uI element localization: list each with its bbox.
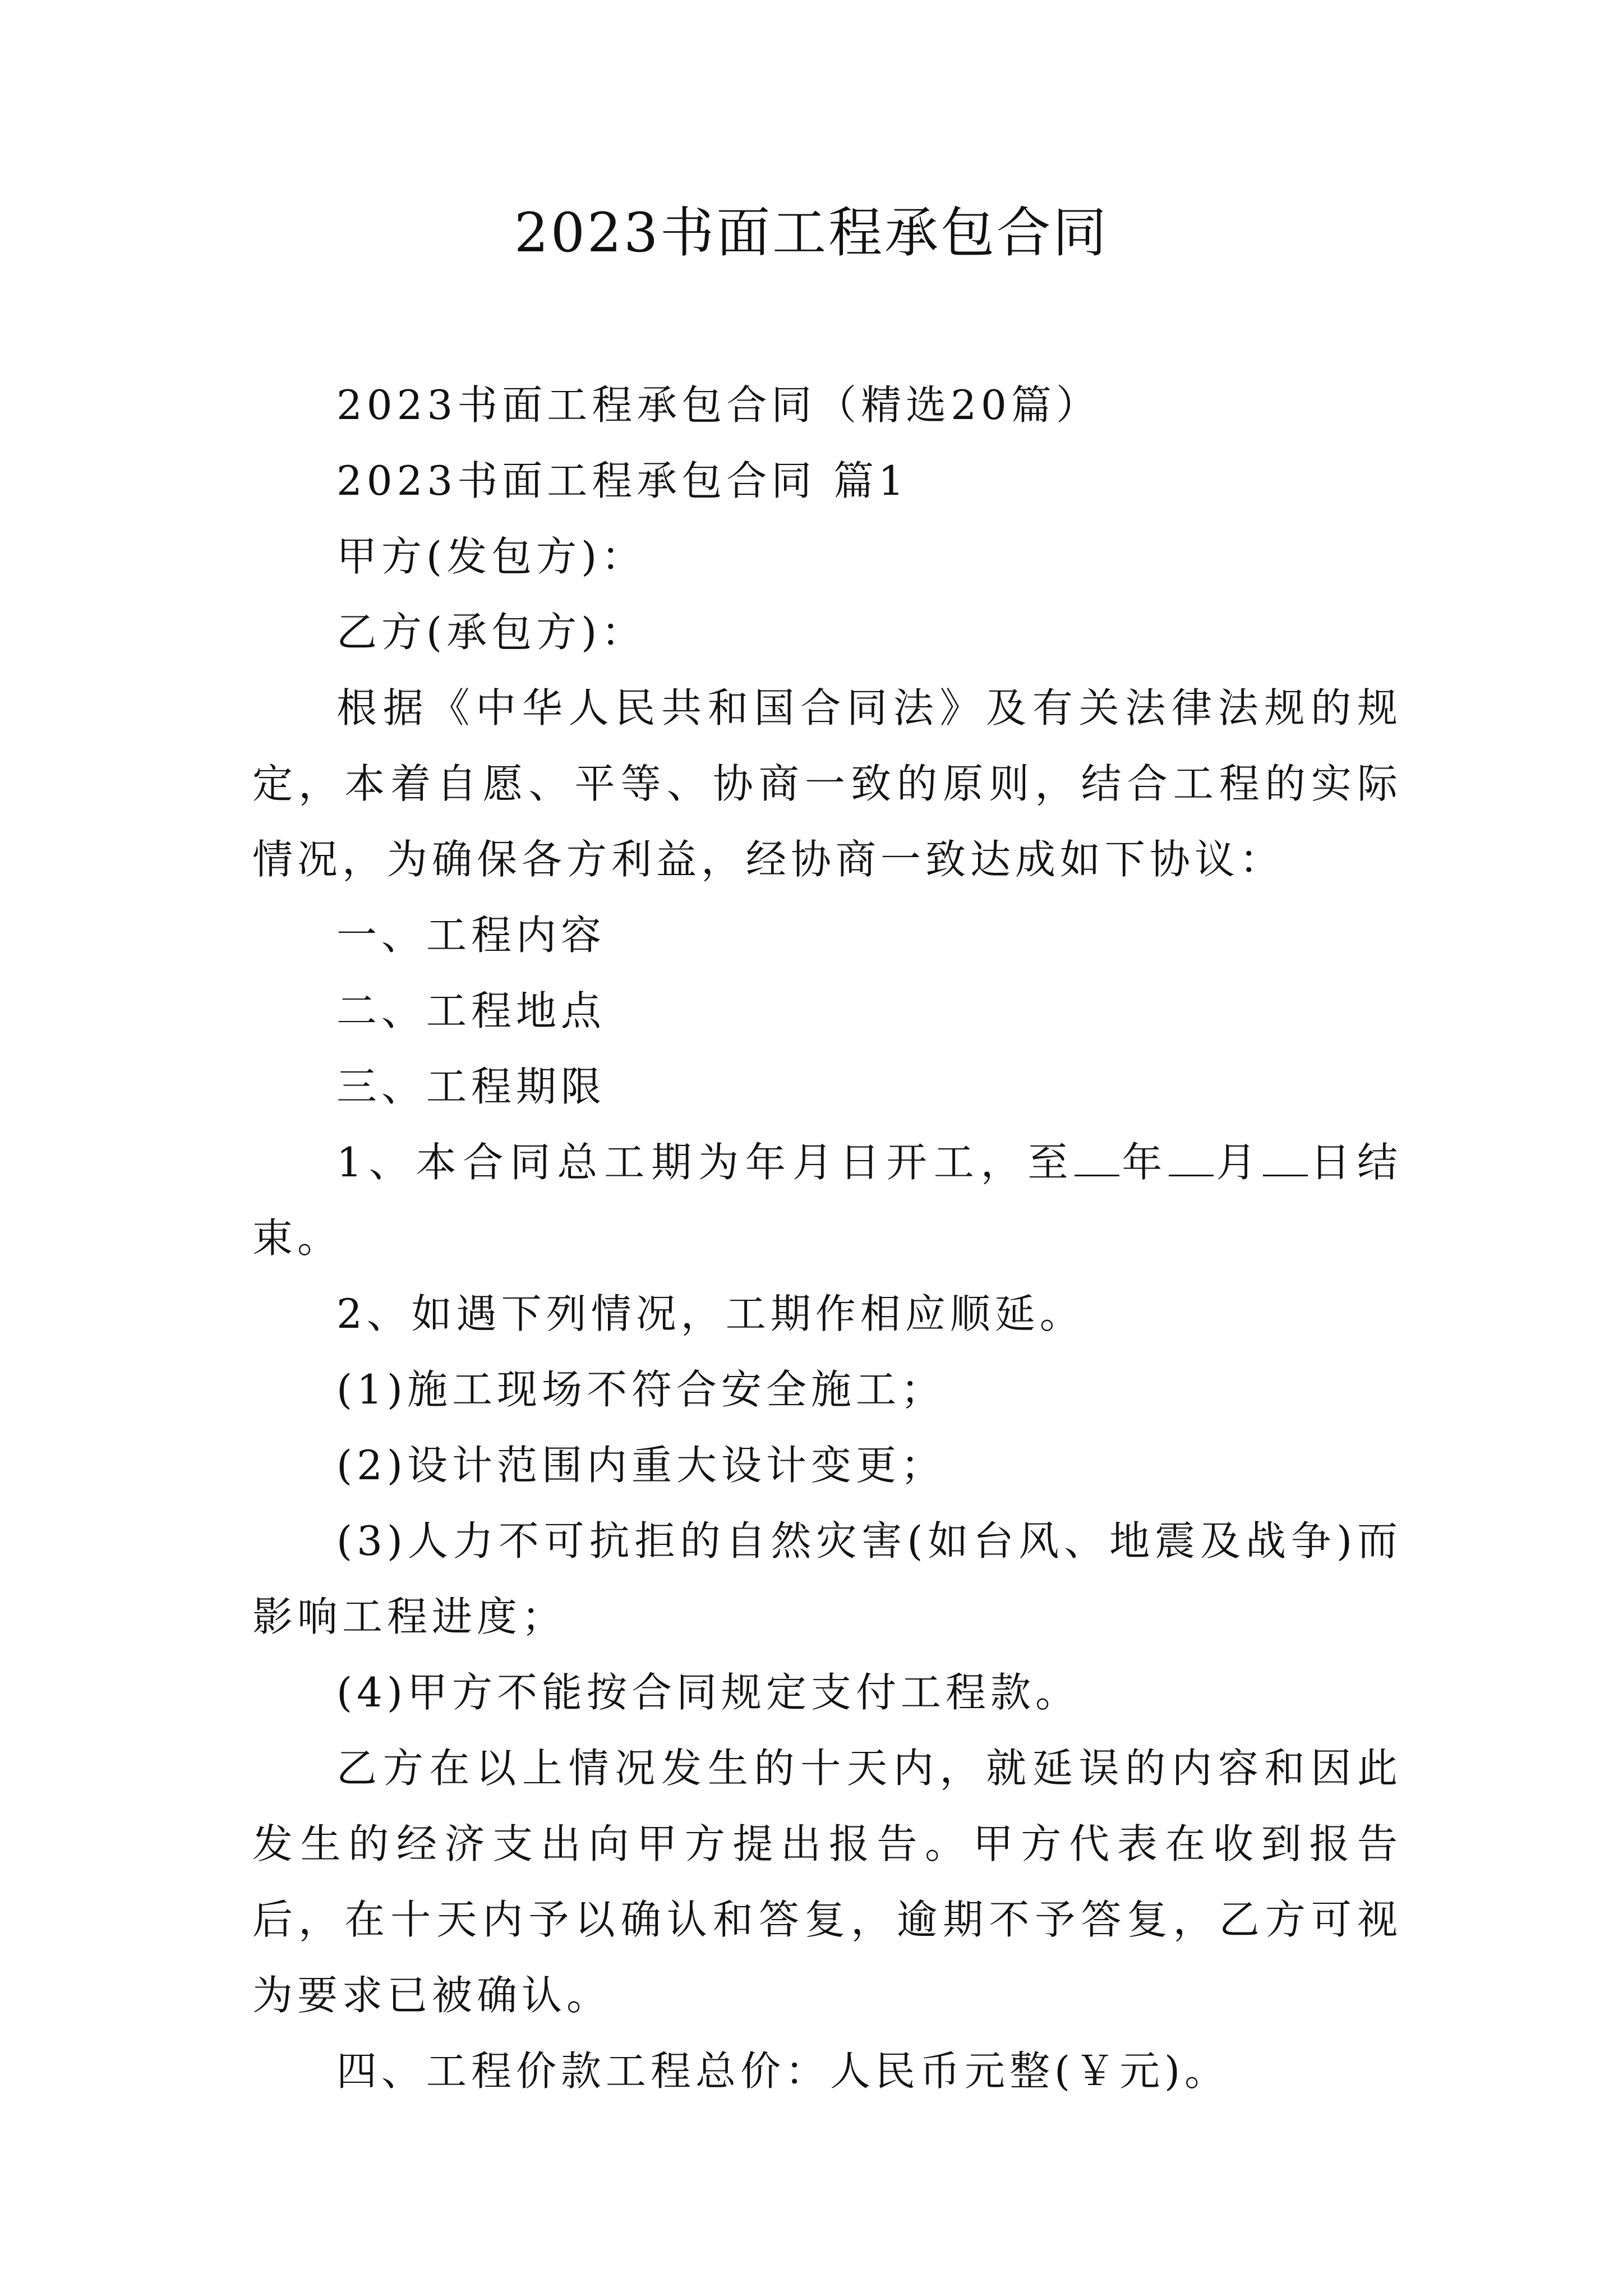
preamble-paragraph: 根据《中华人民共和国合同法》及有关法律法规的规定，本着自愿、平等、协商一致的原则，结合工程的实际情况，为确保各方利益，经协商一致达成如下协议： [252,684,1402,883]
year-unit: 年 [1119,1139,1169,1186]
period-clause-1 [252,1125,1402,1276]
clause-heading-content: 一、工程内容 [336,912,606,959]
party-b-line: 乙方(承包方)： [336,609,647,656]
document-body [252,367,1402,2109]
section-heading: 2023书面工程承包合同 篇1 [336,457,909,504]
party-a-line: 甲方(发包方)： [336,533,647,580]
period-clause-2: 2、如遇下列情况，工期作相应顺延。 [336,1290,1085,1337]
period-clause-1-start: 1、本合同总工期为年月日开工，至 [336,1139,1075,1186]
clause-heading-period: 三、工程期限 [336,1063,606,1110]
delay-report-paragraph: 乙方在以上情况发生的十天内，就延误的内容和因此发生的经济支出向甲方提出报告。甲方代表在收到报告后，在十天内予以确认和答复，逾期不予答复，乙方可视为要求已被确认。 [252,1745,1402,2019]
clause-heading-location: 二、工程地点 [336,987,606,1034]
period-clause-1-end: 日结束。 [252,1139,1402,1262]
delay-item-3: (3)人力不可抗拒的自然灾害(如台风、地震及战争)而影响工程进度； [252,1517,1402,1640]
subtitle-line: 2023书面工程承包合同（精选20篇） [336,381,1101,429]
day-blank [1263,1141,1308,1176]
price-clause: 四、工程价款工程总价：人民币元整(￥元)。 [336,2047,1230,2095]
month-blank [1169,1141,1214,1176]
delay-item-4: (4)甲方不能按合同规定支付工程款。 [336,1669,1080,1716]
delay-item-1: (1)施工现场不符合安全施工； [336,1366,946,1413]
document-title: 2023书面工程承包合同 [514,201,1109,264]
year-blank [1075,1141,1119,1176]
month-unit: 月 [1214,1139,1264,1186]
delay-item-2: (2)设计范围内重大设计变更； [336,1442,946,1489]
